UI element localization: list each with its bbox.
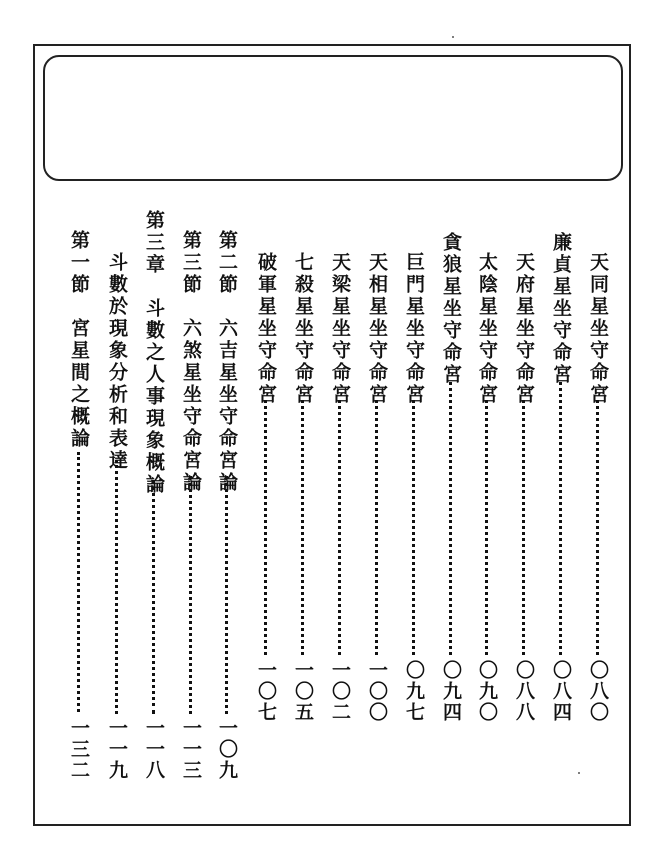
- toc-entry[interactable]: [438, 0, 464, 850]
- dot-leader: [338, 400, 341, 655]
- toc-entry[interactable]: [364, 0, 390, 850]
- entry-page-number: 一一八: [143, 718, 165, 781]
- entry-page-number: 〇八八: [513, 660, 535, 723]
- dot-leader: [225, 476, 228, 714]
- dot-leader: [522, 400, 525, 655]
- entry-title: 廉貞星坐守命宮: [550, 232, 572, 386]
- entry-page-number: 一一九: [106, 718, 128, 781]
- dot-leader: [449, 382, 452, 655]
- entry-title: 七殺星坐守命宮: [292, 252, 314, 406]
- toc-entry[interactable]: [474, 0, 500, 850]
- dot-leader: [596, 400, 599, 655]
- dot-leader: [301, 400, 304, 655]
- entry-title: 貪狼星坐守命宮: [440, 232, 462, 386]
- entry-title: 天相星坐守命宮: [366, 252, 388, 406]
- dot-leader: [152, 480, 155, 714]
- dot-leader: [559, 382, 562, 655]
- dot-leader: [189, 476, 192, 714]
- toc-entry[interactable]: [253, 0, 279, 850]
- entry-page-number: 一〇二: [329, 660, 351, 723]
- entry-title: 第二節 六吉星坐守命宮論: [216, 230, 238, 494]
- toc-entry[interactable]: [401, 0, 427, 850]
- entry-page-number: 一三二: [68, 718, 90, 781]
- entry-title: 第三章 斗數之人事現象概論: [143, 210, 165, 496]
- dot-leader: [485, 400, 488, 655]
- entry-title: 天府星坐守命宮: [513, 252, 535, 406]
- entry-page-number: 一一三: [180, 718, 202, 781]
- entry-title: 斗數於現象分析和表達: [106, 252, 128, 472]
- entry-title: 第一節 宮星間之概論: [68, 230, 90, 450]
- entry-title: 太陰星坐守命宮: [476, 252, 498, 406]
- toc-entry[interactable]: [548, 0, 574, 850]
- dot-leader: [115, 460, 118, 714]
- entry-title: 巨門星坐守命宮: [403, 252, 425, 406]
- entry-page-number: 一〇五: [292, 660, 314, 723]
- toc-entry[interactable]: [214, 0, 240, 850]
- toc-entry[interactable]: [511, 0, 537, 850]
- dot-leader: [412, 400, 415, 655]
- entry-page-number: 〇九七: [403, 660, 425, 723]
- toc-entry[interactable]: [585, 0, 611, 850]
- entry-page-number: 一〇九: [216, 718, 238, 781]
- entry-page-number: 〇八四: [550, 660, 572, 723]
- entry-title: 天梁星坐守命宮: [329, 252, 351, 406]
- dot-leader: [77, 452, 80, 712]
- entry-title: 破軍星坐守命宮: [255, 252, 277, 406]
- toc-entry[interactable]: [141, 0, 167, 850]
- dot-leader: [375, 400, 378, 655]
- toc-entry[interactable]: [66, 0, 92, 850]
- scan-speck: [452, 36, 454, 38]
- entry-page-number: 〇九〇: [476, 660, 498, 723]
- toc-entry[interactable]: [327, 0, 353, 850]
- scan-speck: [578, 772, 580, 774]
- entry-page-number: 〇九四: [440, 660, 462, 723]
- entry-title: 天同星坐守命宮: [587, 252, 609, 406]
- entry-page-number: 〇八〇: [587, 660, 609, 723]
- entry-page-number: 一〇七: [255, 660, 277, 723]
- entry-title: 第三節 六煞星坐守命宮論: [180, 230, 202, 494]
- dot-leader: [264, 400, 267, 655]
- toc-entry[interactable]: [290, 0, 316, 850]
- toc-entry[interactable]: [104, 0, 130, 850]
- entry-page-number: 一〇〇: [366, 660, 388, 723]
- toc-entry[interactable]: [178, 0, 204, 850]
